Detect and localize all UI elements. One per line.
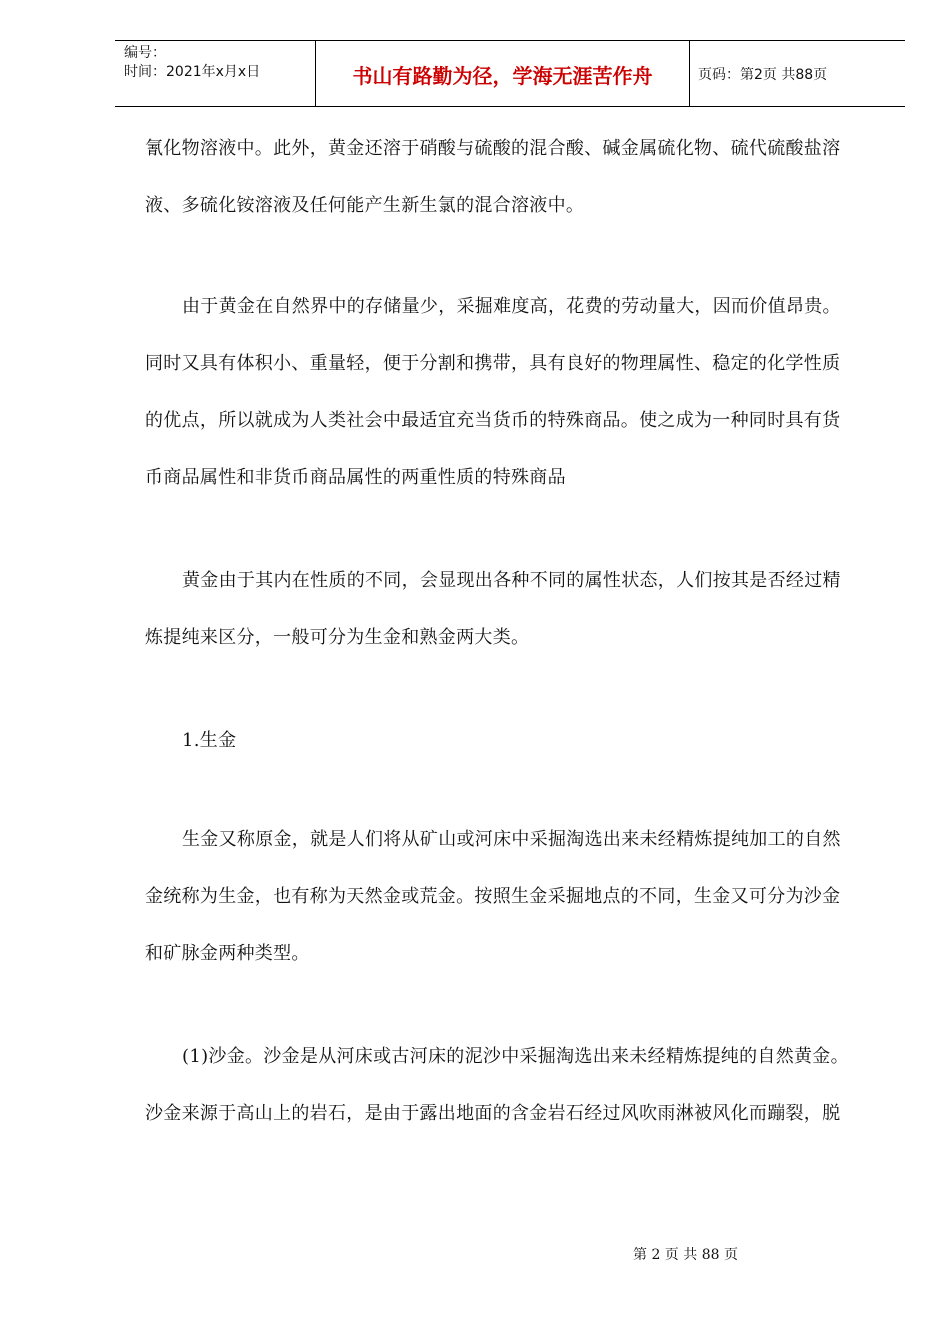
document-date-label: 时间：2021年x月x日 bbox=[124, 64, 261, 80]
section-heading: 1.生金 bbox=[182, 730, 237, 751]
paragraph-line: (1)沙金。沙金是从河床或古河床的泥沙中采掘淘选出来未经精炼提纯的自然黄金。 bbox=[182, 1046, 849, 1067]
paragraph-line: 金统称为生金，也有称为天然金或荒金。按照生金采掘地点的不同，生金又可分为沙金 bbox=[145, 886, 841, 907]
header-page-info: 页码：第2页 共88页 bbox=[698, 67, 828, 83]
header-page-cell bbox=[690, 41, 905, 106]
document-number-label: 编号： bbox=[124, 45, 166, 61]
paragraph-line: 的优点，所以就成为人类社会中最适宜充当货币的特殊商品。使之成为一种同时具有货 bbox=[145, 410, 841, 431]
paragraph-line: 氰化物溶液中。此外，黄金还溶于硝酸与硫酸的混合酸、碱金属硫化物、硫代硫酸盐溶 bbox=[145, 138, 841, 159]
paragraph-line: 沙金来源于高山上的岩石，是由于露出地面的含金岩石经过风吹雨淋被风化而蹦裂，脱 bbox=[145, 1103, 841, 1124]
paragraph-line: 和矿脉金两种类型。 bbox=[145, 943, 310, 964]
page-header bbox=[115, 40, 905, 107]
paragraph-line: 黄金由于其内在性质的不同，会显现出各种不同的属性状态，人们按其是否经过精 bbox=[182, 570, 841, 591]
paragraph-line: 液、多硫化铵溶液及任何能产生新生氯的混合溶液中。 bbox=[145, 195, 585, 216]
paragraph-line: 生金又称原金，就是人们将从矿山或河床中采掘淘选出来未经精炼提纯加工的自然 bbox=[182, 829, 841, 850]
page-footer: 第 2 页 共 88 页 bbox=[633, 1247, 738, 1263]
header-motto-cell bbox=[316, 41, 690, 106]
paragraph-line: 由于黄金在自然界中的存储量少，采掘难度高，花费的劳动量大，因而价值昂贵。 bbox=[182, 296, 841, 317]
paragraph-line: 炼提纯来区分，一般可分为生金和熟金两大类。 bbox=[145, 627, 530, 648]
header-meta-cell bbox=[115, 41, 316, 106]
paragraph-line: 同时又具有体积小、重量轻，便于分割和携带，具有良好的物理属性、稳定的化学性质 bbox=[145, 353, 841, 374]
header-motto: 书山有路勤为径，学海无涯苦作舟 bbox=[352, 64, 653, 88]
paragraph-line: 币商品属性和非货币商品属性的两重性质的特殊商品 bbox=[145, 467, 566, 488]
